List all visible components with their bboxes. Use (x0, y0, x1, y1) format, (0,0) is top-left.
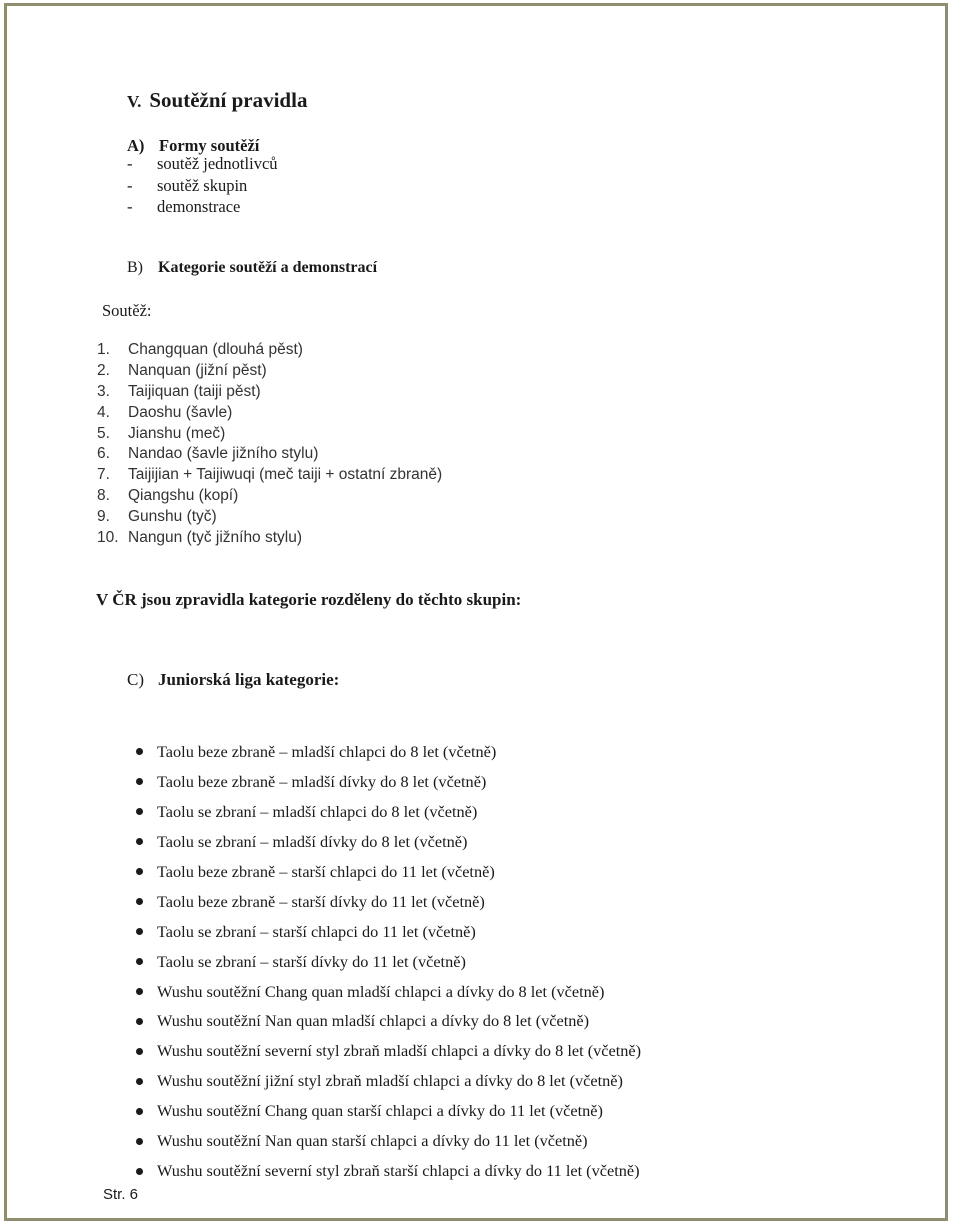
list-item: 3. Taijiquan (taiji pěst) (97, 382, 261, 400)
bullet-icon (136, 778, 143, 785)
bullet-icon (136, 868, 143, 875)
subsection-c-title: Juniorská liga kategorie: (158, 670, 340, 689)
list-item: 8. Qiangshu (kopí) (97, 487, 239, 505)
list-item: 2. Nanquan (jižní pěst) (97, 361, 267, 379)
list-item: - soutěž jednotlivců (127, 154, 278, 173)
groups-heading: V ČR jsou zpravidla kategorie rozděleny do těchto skupin: (96, 590, 522, 609)
competition-forms-list (127, 153, 278, 218)
list-item: 10. Nangun (tyč jižního stylu) (97, 529, 303, 547)
bullet-icon (136, 838, 143, 845)
subsection-c-heading (127, 670, 339, 690)
list-item: Wushu soutěžní Chang quan starší chlapci a dívky do 11 let (včetně) (136, 1096, 641, 1126)
junior-categories-list (136, 737, 641, 1186)
list-item: 9. Gunshu (tyč) (97, 508, 217, 526)
list-item: 5. Jianshu (meč) (97, 424, 226, 442)
list-item: 1. Changquan (dlouhá pěst) (97, 341, 303, 358)
list-item: - demonstrace (127, 197, 241, 216)
list-item: Taolu se zbraní – starší dívky do 11 let (včetně) (136, 947, 641, 977)
list-item: Taolu se zbraní – mladší chlapci do 8 let (včetně) (136, 797, 641, 827)
list-item: Wushu soutěžní Nan quan mladší chlapci a dívky do 8 let (včetně) (136, 1006, 641, 1036)
list-item: 6. Nandao (šavle jižního stylu) (97, 445, 319, 463)
list-item: Taolu beze zbraně – mladší dívky do 8 let (včetně) (136, 767, 641, 797)
bullet-icon (136, 958, 143, 965)
section-number: V. (127, 92, 142, 111)
list-item: Wushu soutěžní jižní styl zbraň mladší chlapci a dívky do 8 let (včetně) (136, 1066, 641, 1096)
section-title (127, 88, 307, 113)
list-item: Wushu soutěžní severní styl zbraň mladší chlapci a dívky do 8 let (včetně) (136, 1036, 641, 1066)
subsection-a-letter: A) (127, 136, 145, 155)
list-item: Taolu se zbraní – starší chlapci do 11 let (včetně) (136, 917, 641, 947)
bullet-icon (136, 1018, 143, 1025)
list-item: Wushu soutěžní Chang quan mladší chlapci a dívky do 8 let (včetně) (136, 977, 641, 1007)
list-item: Taolu se zbraní – mladší dívky do 8 let (včetně) (136, 827, 641, 857)
competition-label: Soutěž: (102, 301, 152, 320)
bullet-icon (136, 748, 143, 755)
bullet-icon (136, 988, 143, 995)
section-title-text: Soutěžní pravidla (149, 88, 308, 112)
bullet-icon (136, 1108, 143, 1115)
subsection-a-title: Formy soutěží (159, 136, 260, 155)
list-item: - soutěž skupin (127, 175, 248, 195)
bullet-icon (136, 808, 143, 815)
subsection-b-heading (127, 259, 377, 277)
subsection-c-letter: C) (127, 670, 144, 689)
bullet-icon (136, 928, 143, 935)
list-item: 7. Taijijian + Taijiwuqi (meč taiji + ostatní zbraně) (97, 466, 443, 484)
subsection-b-letter: B) (127, 259, 143, 276)
bullet-icon (136, 898, 143, 905)
list-item: Wushu soutěžní severní styl zbraň starší chlapci a dívky do 11 let (včetně) (136, 1156, 641, 1186)
list-item: Taolu beze zbraně – mladší chlapci do 8 let (včetně) (136, 737, 641, 767)
page-number: Str. 6 (103, 1186, 139, 1203)
bullet-icon (136, 1138, 143, 1145)
subsection-b-title: Kategorie soutěží a demonstrací (158, 259, 378, 276)
list-item: Taolu beze zbraně – starší dívky do 11 let (včetně) (136, 887, 641, 917)
list-item: Taolu beze zbraně – starší chlapci do 11 let (včetně) (136, 857, 641, 887)
bullet-icon (136, 1078, 143, 1085)
list-item: 4. Daoshu (šavle) (97, 403, 233, 421)
disciplines-list (97, 340, 442, 549)
list-item: Wushu soutěžní Nan quan starší chlapci a dívky do 11 let (včetně) (136, 1126, 641, 1156)
bullet-icon (136, 1048, 143, 1055)
bullet-icon (136, 1168, 143, 1175)
